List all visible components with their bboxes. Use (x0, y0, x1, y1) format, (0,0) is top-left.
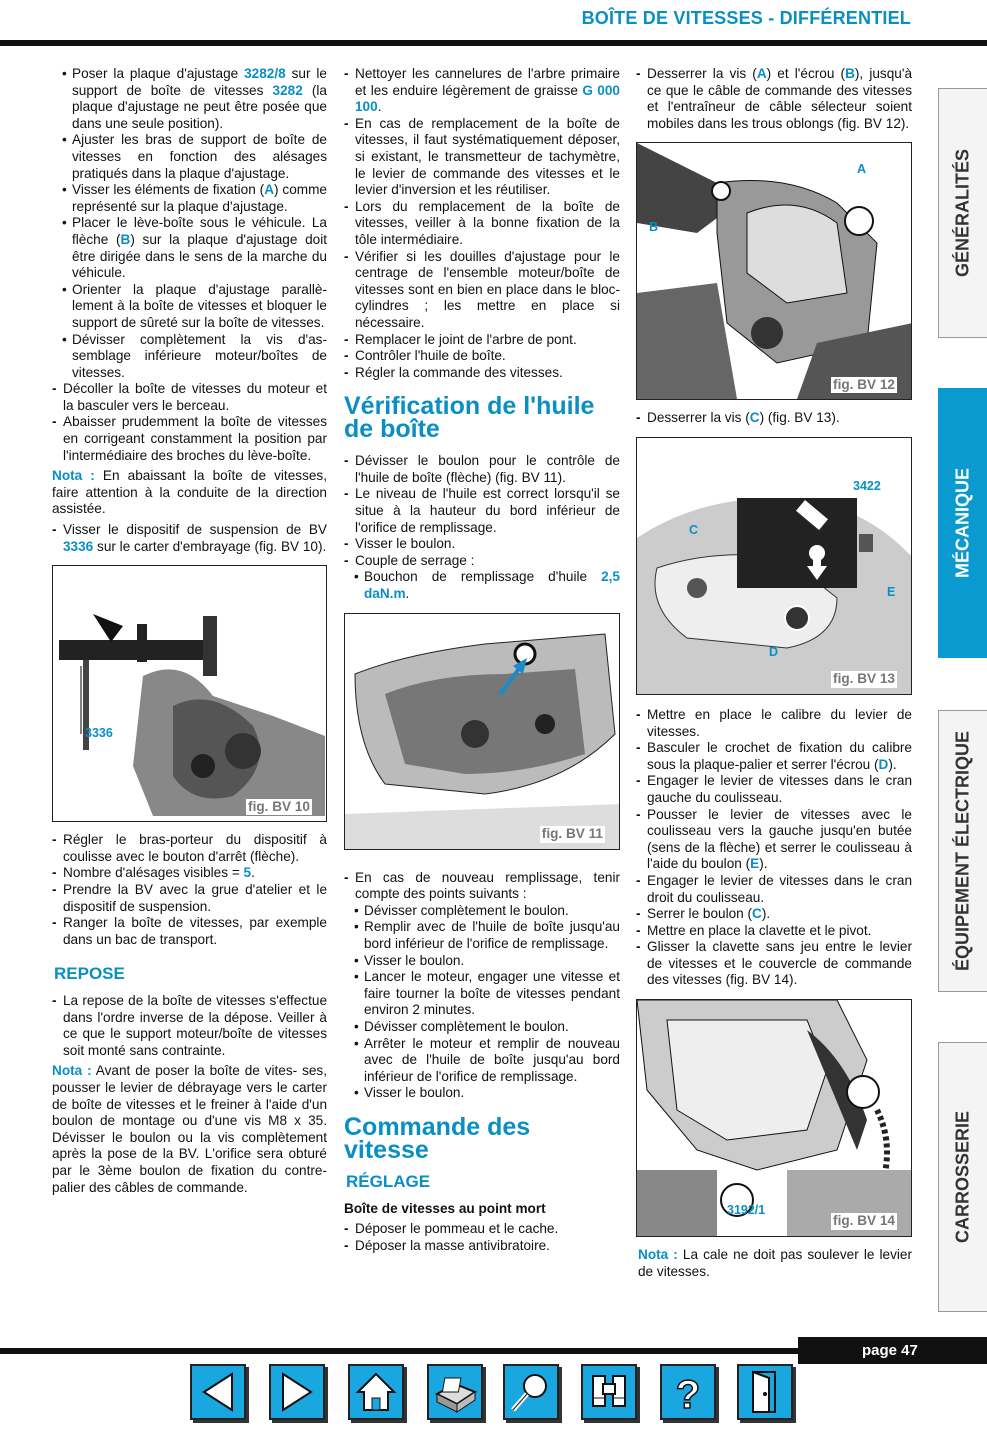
figure-bv11-illustration (345, 614, 620, 849)
list-item: • Ajuster les bras de support de boîte de vitesses en fonction des alésages pratiqués dans la plaque d'ajustage. (52, 132, 327, 182)
list-item: - Serrer le boulon (C). (636, 906, 912, 923)
tool-label: 3192/1 (727, 1203, 766, 1218)
print-button[interactable] (427, 1364, 483, 1420)
list-item: - Nombre d'alésages visibles = 5. (52, 865, 327, 882)
column-1 (52, 66, 327, 1200)
list-item: - Mettre en place le calibre du levier de vitesses. (636, 707, 912, 740)
list-item: - Décoller la boîte de vitesses du moteur et la basculer vers le berceau. (52, 381, 327, 414)
list-item: - Déposer le pommeau et le cache. (344, 1221, 620, 1238)
figure-bv10-illustration (53, 566, 327, 821)
tab-generalites[interactable]: GÉNÉRALITÉS (938, 88, 987, 338)
note: Nota : Avant de poser la boîte de vites- ses, pousser le levier de débrayage vers le carter de boîte de vitesses et le freiner à l'aide d'un boulon de montage ou d'une vis M8 x 35. Dévisser le boulon ou la vis complètement après la pose de la BV. L'orifice sera obturé par le 3ème boulon de fixation du contre- palier des câbles de commande. (52, 1063, 328, 1195)
subheading-point-mort: Boîte de vitesses au point mort (344, 1200, 546, 1216)
list-item: - Desserrer la vis (A) et l'écrou (B), jusqu'à ce que le câble de commande des vitesses et l'entraîneur de câble sélecteur soient mobiles dans les trous oblongs (fig. BV 12). (636, 66, 912, 132)
list-item: - Basculer le crochet de fixation du calibre sous la plaque-palier et serrer l'écrou (D). (636, 740, 912, 773)
tab-mecanique[interactable]: MÉCANIQUE (938, 388, 987, 658)
previous-page-button[interactable] (190, 1364, 246, 1420)
figure-caption: fig. BV 11 (541, 826, 603, 842)
list-item: • Dévisser complètement le boulon. (344, 903, 620, 920)
column-3 (636, 66, 912, 1284)
list-item: - Vérifier si les douilles d'ajustage pour le centrage de l'ensemble moteur/boîte de vitesses sont en bien en place dans le bloc-cylindres ; les mettre en place si nécessaire. (344, 249, 620, 332)
list-item: - Déposer la masse antivibratoire. (344, 1238, 620, 1255)
list-item: - Le niveau de l'huile est correct lorsqu'il se situe à la hauteur du bord inférieur de l'orifice de remplissage. (344, 486, 620, 536)
page-number: page 47 (798, 1337, 987, 1364)
list-item: • Poser la plaque d'ajustage 3282/8 sur le support de boîte de vitesses 3282 (la plaque d'ajustage ne peut être posée que dans une seule position). (52, 66, 327, 132)
figure-bv12 (636, 142, 912, 400)
list-item: - Abaisser prudemment la boîte de vitesses en corrigeant constamment la position par l'intermédiaire des broches du lève-boîte. (52, 414, 327, 464)
list-item: • Dévisser complètement le boulon. (344, 1019, 620, 1036)
figure-caption: fig. BV 12 (833, 376, 895, 392)
svg-text:?: ? (675, 1373, 701, 1417)
figure-bv14-illustration (637, 1000, 912, 1236)
figure-bv12-illustration (637, 143, 912, 399)
home-icon (350, 1366, 402, 1418)
list-item: - En cas de remplacement de la boîte de vitesses, il faut systématiquement déposer, si existant, le transmetteur de tachymètre, le levier de commande des vitesses et le levier d'inversion et les réutiliser. (344, 116, 620, 199)
list-item: - Glisser la clavette sans jeu entre le levier de vitesses et le couvercle de commande des vitesses (fig. BV 14). (636, 939, 912, 989)
list-item: • Bouchon de remplissage d'huile 2,5 daN.m. (344, 569, 620, 602)
next-page-button[interactable] (269, 1364, 325, 1420)
question-mark-icon (662, 1366, 714, 1418)
list-item: • Visser le boulon. (344, 1085, 620, 1102)
header-rule (0, 40, 987, 46)
list-item: - Couple de serrage : (344, 553, 620, 570)
list-item: • Visser le boulon. (344, 953, 620, 970)
binoculars-icon (583, 1366, 635, 1418)
list-item: - Régler la commande des vitesses. (344, 365, 620, 382)
note: Nota : En abaissant la boîte de vitesses, faire attention à la conduite de la direction assistée. (52, 468, 327, 517)
heading-commande: Commande des vitesse (344, 1112, 531, 1164)
list-item: - Prendre la BV avec la grue d'atelier et le dispositif de suspension. (52, 882, 327, 915)
list-item: • Visser les éléments de fixation (A) comme représenté sur la plaque d'ajustage. (52, 182, 327, 215)
section-title: BOÎTE DE VITESSES - DIFFÉRENTIEL (581, 8, 911, 28)
tool-label: 3336 (85, 726, 113, 741)
list-item: - Visser le boulon. (344, 536, 620, 553)
figure-bv14 (636, 999, 912, 1237)
list-item: - Dévisser le boulon pour le contrôle de l'huile de boîte (flèche) (fig. BV 11). (344, 453, 620, 486)
list-item: - Visser le dispositif de suspension de BV 3336 sur le carter d'embrayage (fig. BV 10). (52, 522, 327, 555)
list-item: - Engager le levier de vitesses dans le cran gauche du coulisseau. (636, 773, 912, 806)
column-2 (344, 66, 620, 1254)
magnifier-icon (505, 1366, 557, 1418)
callout-a: A (857, 162, 867, 177)
list-item: - Engager le levier de vitesses dans le cran droit du coulisseau. (636, 873, 912, 906)
figure-bv13 (636, 437, 912, 695)
tool-label: 3422 (853, 478, 881, 493)
list-item: - En cas de nouveau remplissage, tenir compte des points suivants : (344, 870, 620, 903)
callout-c: C (689, 522, 699, 537)
find-button[interactable] (581, 1364, 637, 1420)
list-item: - Pousser le levier de vitesses avec le coulisseau vers la gauche jusqu'en butée (sens de la flèche) et serrer le coulisseau à l'aide du boulon (E). (636, 807, 912, 873)
list-item: • Remplir avec de l'huile de boîte jusqu'au bord inférieur de l'orifice de remplissage. (344, 919, 620, 952)
heading-verification: Vérification de l'huile de boîte (344, 392, 595, 444)
home-button[interactable] (348, 1364, 404, 1420)
figure-caption: fig. BV 10 (248, 798, 310, 814)
list-item: - Nettoyer les cannelures de l'arbre primaire et les enduire légèrement de graisse G 000 100. (344, 66, 620, 116)
list-item: - Remplacer le joint de l'arbre de pont. (344, 332, 620, 349)
figure-bv11 (344, 613, 620, 850)
list-item: - Régler le bras-porteur du dispositif à coulisse avec le bouton d'arrêt (flèche). (52, 832, 327, 865)
list-item: • Lancer le moteur, engager une vitesse et faire tourner la boîte de vitesses pendant environ 2 minutes. (344, 969, 620, 1019)
list-item: - La repose de la boîte de vitesses s'effectue dans l'ordre inverse de la dépose. Veiller à ce que le support moteur/boîte de vitesses soit monté sans contrainte. (52, 993, 327, 1059)
tab-equipement-electrique[interactable]: ÉQUIPEMENT ÉLECTRIQUE (938, 710, 987, 992)
search-button[interactable] (503, 1364, 559, 1420)
list-item: - Desserrer la vis (C) (fig. BV 13). (636, 410, 912, 427)
arrow-left-icon (192, 1366, 244, 1418)
list-item: • Dévisser complètement la vis d'as- semblage inférieure moteur/boîtes de vitesses. (52, 332, 327, 382)
printer-icon (429, 1366, 481, 1418)
list-item: - Contrôler l'huile de boîte. (344, 348, 620, 365)
figure-caption: fig. BV 14 (833, 1213, 895, 1229)
list-item: • Arrêter le moteur et remplir de nouveau avec de l'huile de boîte jusqu'au bord inférieur de l'orifice de remplissage. (344, 1036, 620, 1086)
callout-e: E (887, 584, 896, 599)
figure-caption: fig. BV 13 (833, 671, 895, 687)
list-item: - Mettre en place la clavette et le pivot. (636, 923, 912, 940)
list-item: - Ranger la boîte de vitesses, par exemple dans un bac de transport. (52, 915, 327, 948)
callout-d: D (769, 644, 779, 659)
help-button[interactable] (660, 1364, 716, 1420)
heading-reglage: RÉGLAGE (346, 1171, 431, 1191)
figure-bv10 (52, 565, 327, 822)
door-exit-icon (739, 1366, 791, 1418)
list-item: • Orienter la plaque d'ajustage parallè- lement à la boîte de vitesses et bloquer le support de sûreté sur la boîte de vitesses. (52, 282, 327, 332)
arrow-right-icon (271, 1366, 323, 1418)
callout-b: B (649, 220, 659, 235)
exit-button[interactable] (737, 1364, 793, 1420)
list-item: - Lors du remplacement de la boîte de vitesses, veiller à la bonne fixation de la tôle intermédiaire. (344, 199, 620, 249)
list-item: • Placer le lève-boîte sous le véhicule. La flèche (B) sur la plaque d'ajustage doit être dirigée dans le sens de la marche du véhicule. (52, 215, 327, 281)
heading-repose: REPOSE (54, 964, 125, 984)
note: Nota : La cale ne doit pas soulever le levier de vitesses. (638, 1247, 912, 1279)
tab-carrosserie[interactable]: CARROSSERIE (938, 1042, 987, 1312)
